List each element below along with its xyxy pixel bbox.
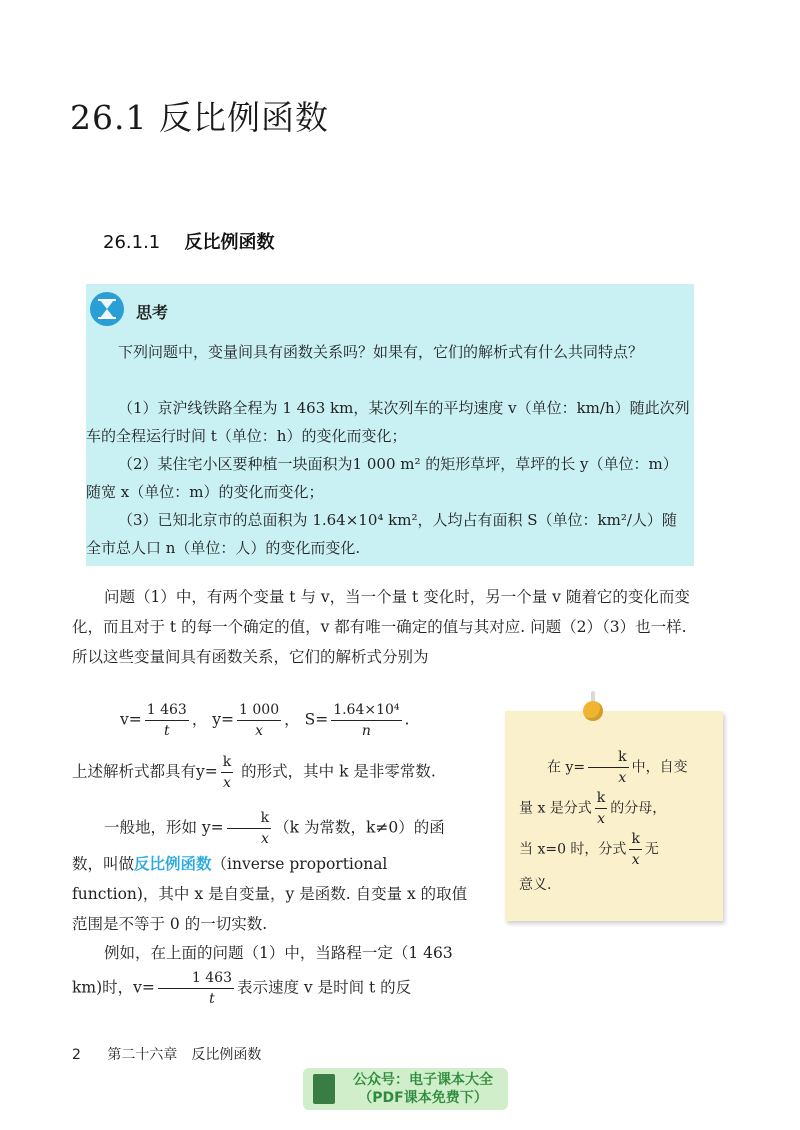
- keyword-term: 反比例函数: [134, 855, 212, 873]
- footer-chapter: 第二十六章 反比例函数: [107, 1047, 262, 1063]
- think-item-3: （3）已知北京市的总面积为 1.64×10⁴ km²，人均占有面积 S（单位：km²/人）随全市总人口 n（单位：人）的变化而变化.: [86, 511, 677, 557]
- paragraph-1: 问题（1）中，有两个变量 t 与 v，当一个量 t 变化时，另一个量 v 随着它的变化而变化，而且对于 t 的每一个确定的值，v 都有唯一确定的值与其对应. 问题（2）（3）也一样. 所以这些变量间具有函数关系，它们的解析式分别为: [72, 588, 690, 666]
- pushpin-icon: [583, 701, 603, 721]
- fraction-k-x: $\frac{k}{x}$: [222, 754, 232, 791]
- paragraph-3: 一般地，形如 y= $\frac{k}{x}$ （k 为常数，k≠0）的函数，叫做反比例函数（inverse proportional function)，其中 x 是自变量，y 是函数. 自变量 x 的取值范围是不等于 0 的一切实数.: [72, 810, 468, 933]
- chapter-title: 26.1 反比例函数: [70, 98, 329, 137]
- section-number: 26.1.1: [103, 232, 161, 253]
- fraction-3: $\frac{\text{1.64×10⁴}}{n}$: [333, 702, 400, 739]
- fraction-1: $\frac{1 463}{t}$: [146, 702, 187, 739]
- page-footer: [72, 1044, 261, 1064]
- fraction-1463-t: $\frac{1 463}{t}$: [158, 968, 234, 1009]
- paragraph-4: 例如，在上面的问题（1）中，当路程一定（1 463 km)时，v= $\frac{1 463}{t}$ 表示速度 v 是时间 t 的反: [72, 944, 453, 1007]
- think-item-1: （1）京沪线铁路全程为 1 463 km，某次列车的平均速度 v（单位：km/h）随此次列车的全程运行时间 t（单位：h）的变化而变化；: [86, 399, 690, 445]
- watermark-badge: [303, 1068, 508, 1110]
- hourglass-icon: [90, 292, 124, 326]
- book-icon: [313, 1074, 335, 1104]
- watermark-text: 公众号：电子课本大全 （PDF课本免费下）: [353, 1072, 493, 1106]
- section-title: [103, 228, 275, 254]
- think-heading: 思考: [136, 303, 169, 322]
- margin-note: [505, 711, 723, 921]
- think-item-2: （2）某住宅小区要种植一块面积为1 000 m² 的矩形草坪，草坪的长 y（单位：m）随宽 x（单位：m）的变化而变化；: [86, 455, 678, 501]
- fraction-2: $\frac{1 000}{x}$: [239, 702, 280, 739]
- section-title-text: 反比例函数: [184, 232, 275, 253]
- formula-line: v= $\frac{1 463}{t}$ ， y= $\frac{1 000}{x}$ ， S= $\frac{\text{1.64×10⁴}}{n}$ .: [120, 702, 410, 739]
- page-number: 2: [72, 1047, 81, 1063]
- paragraph-2: 上述解析式都具有y= $\frac{k}{x}$ 的形式，其中 k 是非零常数.: [72, 754, 436, 791]
- fraction-k-x: $\frac{k}{x}$: [227, 808, 271, 849]
- think-box: [86, 284, 694, 566]
- note-text: 在 y= $\frac{k}{x}$ 中，自变 量 x 是分式 $\frac{k}{x}$ 的分母， 当 x=0 时，分式 $\frac{k}{x}$ 无 意义.: [519, 749, 688, 893]
- think-intro: 下列问题中，变量间具有函数关系吗？如果有，它们的解析式有什么共同特点？: [118, 343, 644, 361]
